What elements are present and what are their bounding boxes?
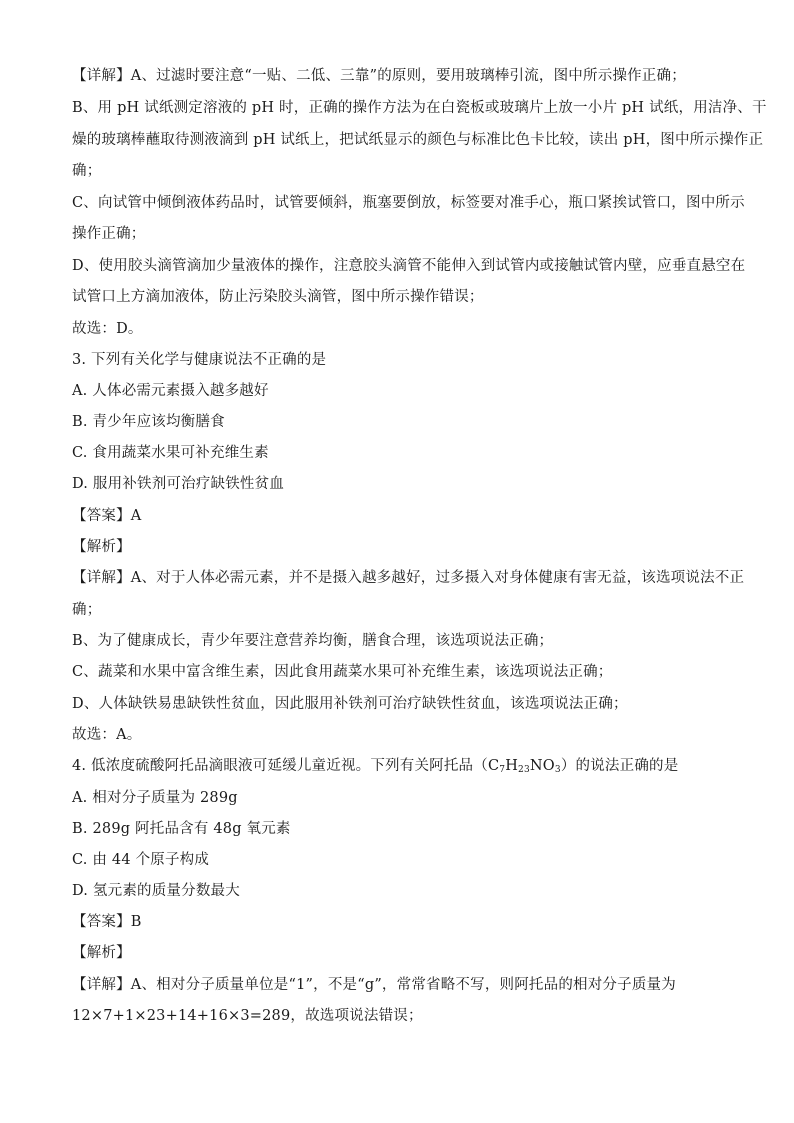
choice-a: A. 人体必需元素摄入越多越好 <box>72 383 269 399</box>
choice-c: C. 食用蔬菜水果可补充维生素 <box>72 445 269 461</box>
text-line: 【详解】A、过滤时要注意“一贴、二低、三靠”的原则，要用玻璃棒引流，图中所示操作正确； <box>72 68 686 84</box>
choice-b: B. 青少年应该均衡膳食 <box>72 414 225 430</box>
answer-conclusion: 故选：A。 <box>72 727 142 743</box>
text-line: 燥的玻璃棒蘸取待测液滴到 pH 试纸上，把试纸显示的颜色与标准比色卡比较，读出 pH，图中所示操作正 <box>72 132 764 148</box>
formula-subscript: 23 <box>518 765 530 775</box>
stem-text: 4. 低浓度硫酸阿托品滴眼液可延缓儿童近视。下列有关阿托品（C <box>72 758 500 774</box>
text-line: D、使用胶头滴管滴加少量液体的操作，注意胶头滴管不能伸入到试管内或接触试管内壁，应垂直悬空在 <box>72 258 746 274</box>
choice-d: D. 氢元素的质量分数最大 <box>72 883 240 899</box>
text-line: 试管口上方滴加液体，防止污染胶头滴管，图中所示操作错误； <box>72 289 484 305</box>
text-line: C、向试管中倾倒液体药品时，试管要倾斜，瓶塞要倒放，标签要对准手心，瓶口紧挨试管口，图中所示 <box>72 195 745 211</box>
question-stem: 3. 下列有关化学与健康说法不正确的是 <box>72 352 327 368</box>
text-line: B、用 pH 试纸测定溶液的 pH 时，正确的操作方法为在白瓷板或玻璃片上放一小片 pH 试纸，用洁净、干 <box>72 100 767 116</box>
text-line: 确； <box>72 163 102 179</box>
formula-subscript: 7 <box>499 765 506 775</box>
question-stem <box>72 756 732 776</box>
formula-text: H <box>505 758 519 774</box>
text-line: D、人体缺铁易患缺铁性贫血，因此服用补铁剂可治疗缺铁性贫血，该选项说法正确； <box>72 696 628 712</box>
analysis-label: 【解析】 <box>72 539 131 555</box>
choice-b: B. 289g 阿托品含有 48g 氧元素 <box>72 821 291 837</box>
text-line: 【详解】A、对于人体必需元素，并不是摄入越多越好，过多摄入对身体健康有害无益，该选项说法不正 <box>72 570 745 586</box>
answer-label: 【答案】A <box>72 508 142 524</box>
text-line: B、为了健康成长，青少年要注意营养均衡，膳食合理，该选项说法正确； <box>72 633 554 649</box>
text-line: 12×7+1×23+14+16×3=289，故选项说法错误； <box>72 1008 423 1024</box>
answer-label: 【答案】B <box>72 914 142 930</box>
text-line: C、蔬菜和水果中富含维生素，因此食用蔬菜水果可补充维生素，该选项说法正确； <box>72 664 613 680</box>
text-line: 操作正确； <box>72 226 146 242</box>
formula-subscript: 3 <box>554 765 561 775</box>
analysis-label: 【解析】 <box>72 945 131 961</box>
choice-d: D. 服用补铁剂可治疗缺铁性贫血 <box>72 476 285 492</box>
choice-c: C. 由 44 个原子构成 <box>72 852 210 868</box>
choice-a: A. 相对分子质量为 289g <box>72 790 238 806</box>
text-line: 【详解】A、相对分子质量单位是“1”，不是“g”，常常省略不写，则阿托品的相对分子质量为 <box>72 977 676 993</box>
stem-text: ）的说法正确的是 <box>560 758 679 774</box>
text-line: 确； <box>72 602 102 618</box>
formula-text: NO <box>529 758 555 774</box>
answer-conclusion: 故选：D。 <box>72 321 143 337</box>
